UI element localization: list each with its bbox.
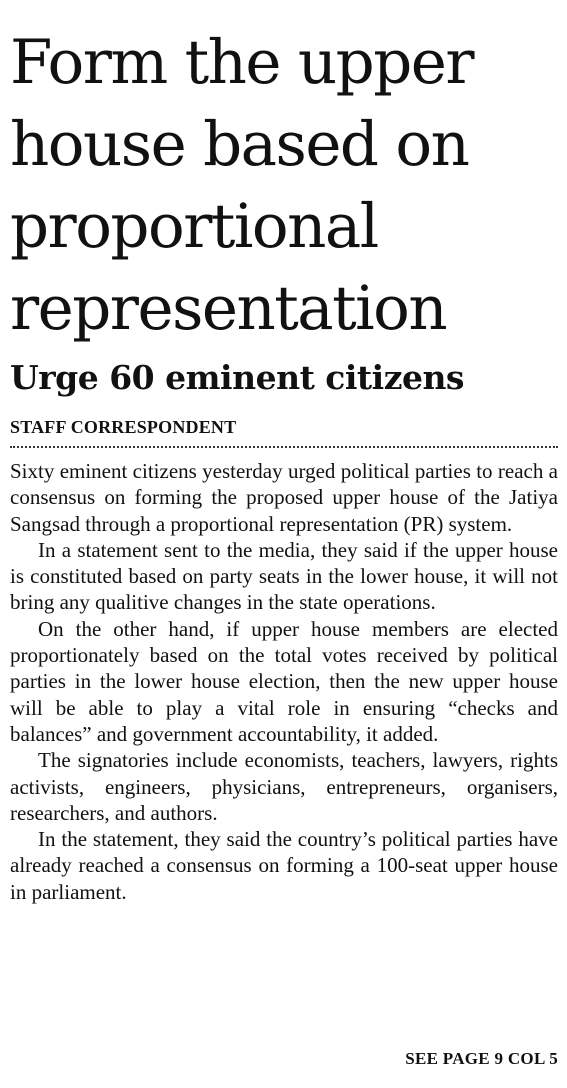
news-article — [10, 0, 558, 905]
paragraph-2: In a statement sent to the media, they said if the upper house is constituted based on party seats in the lower house, it will not bring any qualitive changes in the state operations. — [10, 537, 558, 615]
headline-line-4: representation — [10, 273, 447, 344]
continuation-jump-line: SEE PAGE 9 COL 5 — [405, 1049, 558, 1068]
headline-line-3: proportional — [10, 191, 378, 262]
byline: STAFF CORRESPONDENT — [10, 417, 237, 437]
dotted-divider — [10, 446, 558, 448]
headline-line-2: house based on — [10, 109, 469, 180]
article-body — [10, 458, 558, 905]
subheadline: Urge 60 eminent citizens — [10, 358, 465, 397]
paragraph-5: In the statement, they said the country’s political parties have already reached a consensus on forming a 100-seat upper house in parliament. — [10, 827, 558, 904]
paragraph-1: Sixty eminent citizens yesterday urged political parties to reach a consensus on forming the proposed upper house of the Jatiya Sangsad through a proportional representation (PR) system. — [10, 459, 558, 536]
paragraph-4: The signatories include economists, teachers, lawyers, rights activists, engineers, physicians, entrepreneurs, organisers, researchers, and authors. — [10, 748, 558, 825]
headline-line-1: Form the upper — [10, 27, 474, 98]
headline — [10, 0, 558, 350]
paragraph-3: On the other hand, if upper house members are elected proportionately based on the total votes received by political parties in the lower house election, then the new upper house will be able to play a vital role in ensuring “checks and balances” and government accountability, it added. — [10, 616, 558, 746]
